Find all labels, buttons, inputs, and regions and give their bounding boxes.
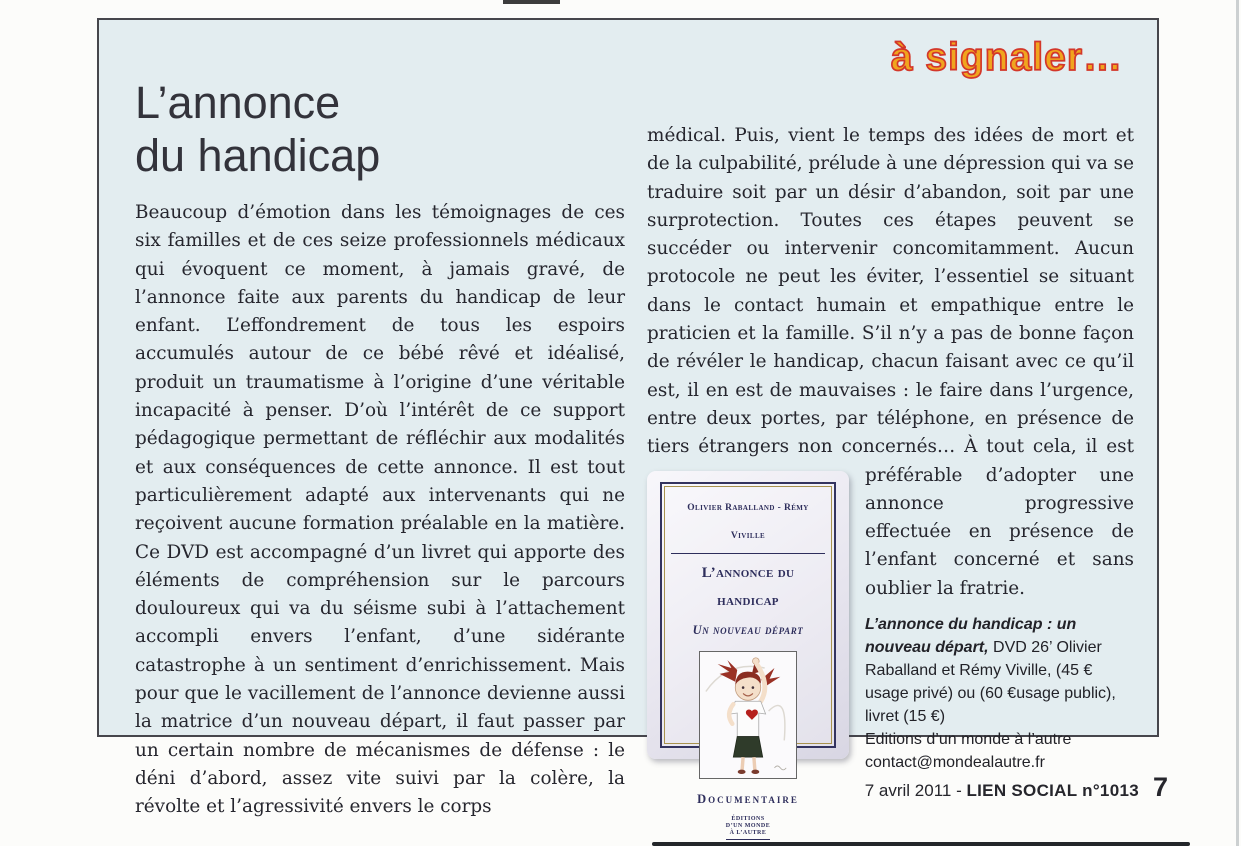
dvd-cover-sleeve <box>647 471 849 836</box>
section-label: à signaler… <box>890 36 1123 79</box>
left-column <box>135 199 625 822</box>
dvd-authors: Olivier Raballand - Rémy Viville <box>671 494 824 555</box>
dvd-cover <box>647 471 849 836</box>
left-column-paragraph: Beaucoup d’émotion dans les témoignages de ces six familles et de ces seize professionnels médicaux qui évoquent ce moment, à jamais gravé, de l’annonce faite aux parents du handicap de leur enfant. L’effondrement de tous les espoirs accumulés autour de ce bébé rêvé et idéalisé, produit un traumatisme à l’origine d’une véritable incapacité à penser. D’où l’intérêt de ce support pédagogique permettant de réfléchir aux modalités et aux conséquences de cette annonce. Il est tout particulièrement adapté aux intervenants qui ne reçoivent aucune formation préalable en la matière. Ce DVD est accompagné d’un livret qui apporte des éléments de compréhension sur le parcours douloureux qui va du séisme subi à l’attachement accompli envers l’enfant, d’une sidérante catastrophe à un sentiment d’enrichissement. Mais pour que le vacillement de l’annonce devienne aussi la matrice d’un nouveau départ, il faut passer par un certain nombre de mécanismes de défense : le déni d’abord, assez vite suivi par la colère, la révolte et l’agressivité envers le corps <box>135 202 625 818</box>
footer-date: 7 avril 2011 - <box>864 781 967 800</box>
publisher-logo-line3: À L’AUTRE <box>729 829 767 836</box>
caption-publisher: Editions d’un monde à l’autre <box>865 731 1072 749</box>
publisher-logo-line2: D’UN MONDE <box>725 823 771 830</box>
right-column-text-part2: cela, il est préférable d’adopter une annonce progressive effectuée en présence de l’enfant concerné et sans oublier la fratrie. <box>865 436 1134 599</box>
article-title <box>135 76 380 182</box>
dvd-cover-inner-frame <box>664 486 832 836</box>
caption-details: DVD 26’ Olivier Raballand et Rémy Viville, (45 € usage privé) ou (60 €usage public), livret (15 €) <box>865 639 1116 726</box>
publisher-logo <box>726 816 771 839</box>
page-footer <box>0 772 1168 803</box>
article-title-line2: du handicap <box>135 130 381 181</box>
scan-edge-line <box>1236 0 1239 846</box>
publisher-logo-line1: ÉDITIONS <box>731 816 765 823</box>
scan-artifact-top <box>503 0 560 4</box>
dvd-title: L’annonce du handicap <box>701 565 795 610</box>
girl-illustration <box>699 651 797 779</box>
girl-illustration-drawing <box>700 652 796 778</box>
article-title-line1: L’annonce <box>135 77 341 128</box>
dvd-cover-outer-frame <box>660 482 836 836</box>
footer-magazine-title: LIEN SOCIAL n°1013 <box>966 781 1139 800</box>
caption-title: L’annonce du handicap : un nouveau départ, <box>865 616 1077 657</box>
caption-contact-email: contact@mondealautre.fr <box>865 754 1045 772</box>
dvd-genre: Documentaire <box>697 792 799 807</box>
dvd-subtitle: Un nouveau départ <box>692 622 804 637</box>
footer-page-number: 7 <box>1152 772 1168 802</box>
right-column-text-part1: médical. Puis, vient le temps des idées de mort et de la culpabilité, prélude à une dépression qui va se traduire soit par un désir d’abandon, soit par une surprotection. Toutes ces étapes peuvent se succéder ou intervenir concomitamment. Aucun protocole ne peut les éviter, l’essentiel se situant dans le contact humain et empathique entre le praticien et la famille. S’il n’y a pas de bonne façon de révéler le handicap, chacun faisant avec ce qu’il est, il en est de mauvaises : le faire dans l’urgence, entre deux portes, par téléphone, en présence de tiers étrangers non concernés… À tout <box>647 125 1134 458</box>
scan-artifact-bottom <box>652 842 1190 846</box>
